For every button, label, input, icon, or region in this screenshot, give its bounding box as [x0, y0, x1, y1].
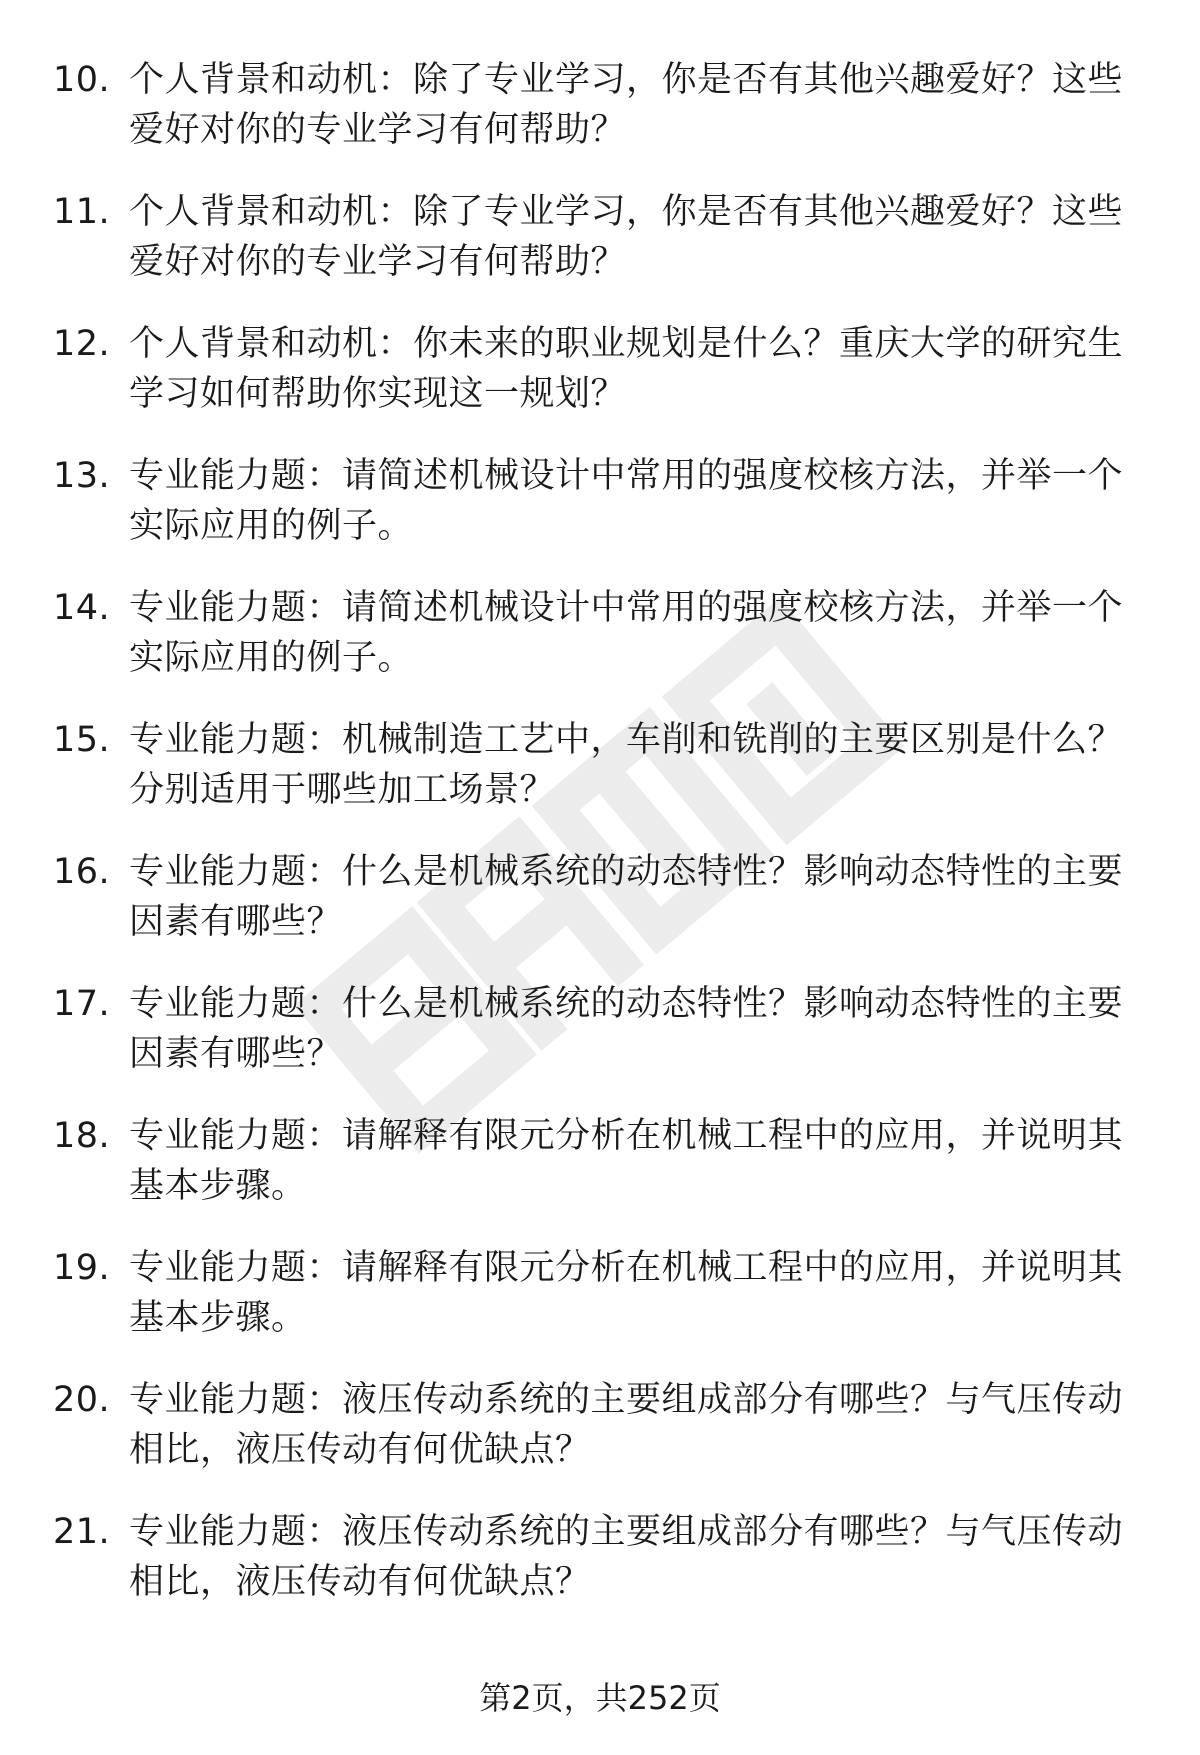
- question-text: 专业能力题：液压传动系统的主要组成部分有哪些？与气压传动相比，液压传动有何优缺点？: [129, 1512, 1124, 1602]
- question-text: 专业能力题：请解释有限元分析在机械工程中的应用，并说明其基本步骤。: [129, 1248, 1124, 1338]
- question-number: 21.: [53, 1512, 111, 1552]
- question-number: 14.: [53, 588, 111, 628]
- question-text: 专业能力题：什么是机械系统的动态特性？影响动态特性的主要因素有哪些？: [129, 984, 1124, 1074]
- question-number: 18.: [53, 1116, 111, 1156]
- question-number: 20.: [53, 1380, 111, 1420]
- page-footer: 第2页，共252页: [479, 1679, 721, 1717]
- question-text: 个人背景和动机：你未来的职业规划是什么？重庆大学的研究生学习如何帮助你实现这一规划？: [129, 324, 1124, 414]
- question-text: 专业能力题：液压传动系统的主要组成部分有哪些？与气压传动相比，液压传动有何优缺点？: [129, 1380, 1124, 1470]
- question-number: 16.: [53, 852, 111, 892]
- question-text: 个人背景和动机：除了专业学习，你是否有其他兴趣爱好？这些爱好对你的专业学习有何帮助？: [129, 192, 1124, 282]
- question-number: 12.: [53, 324, 111, 364]
- question-number: 15.: [53, 720, 111, 760]
- question-text: 个人背景和动机：除了专业学习，你是否有其他兴趣爱好？这些爱好对你的专业学习有何帮助？: [129, 60, 1124, 150]
- question-text: 专业能力题：什么是机械系统的动态特性？影响动态特性的主要因素有哪些？: [129, 852, 1124, 942]
- question-number: 10.: [53, 60, 111, 100]
- question-number: 13.: [53, 456, 111, 496]
- question-text: 专业能力题：请简述机械设计中常用的强度校核方法，并举一个实际应用的例子。: [129, 456, 1124, 546]
- question-number: 11.: [53, 192, 111, 232]
- question-text: 专业能力题：请简述机械设计中常用的强度校核方法，并举一个实际应用的例子。: [129, 588, 1124, 678]
- question-text: 专业能力题：机械制造工艺中，车削和铣削的主要区别是什么？分别适用于哪些加工场景？: [129, 720, 1124, 810]
- question-number: 17.: [53, 984, 111, 1024]
- question-number: 19.: [53, 1248, 111, 1288]
- question-text: 专业能力题：请解释有限元分析在机械工程中的应用，并说明其基本步骤。: [129, 1116, 1124, 1206]
